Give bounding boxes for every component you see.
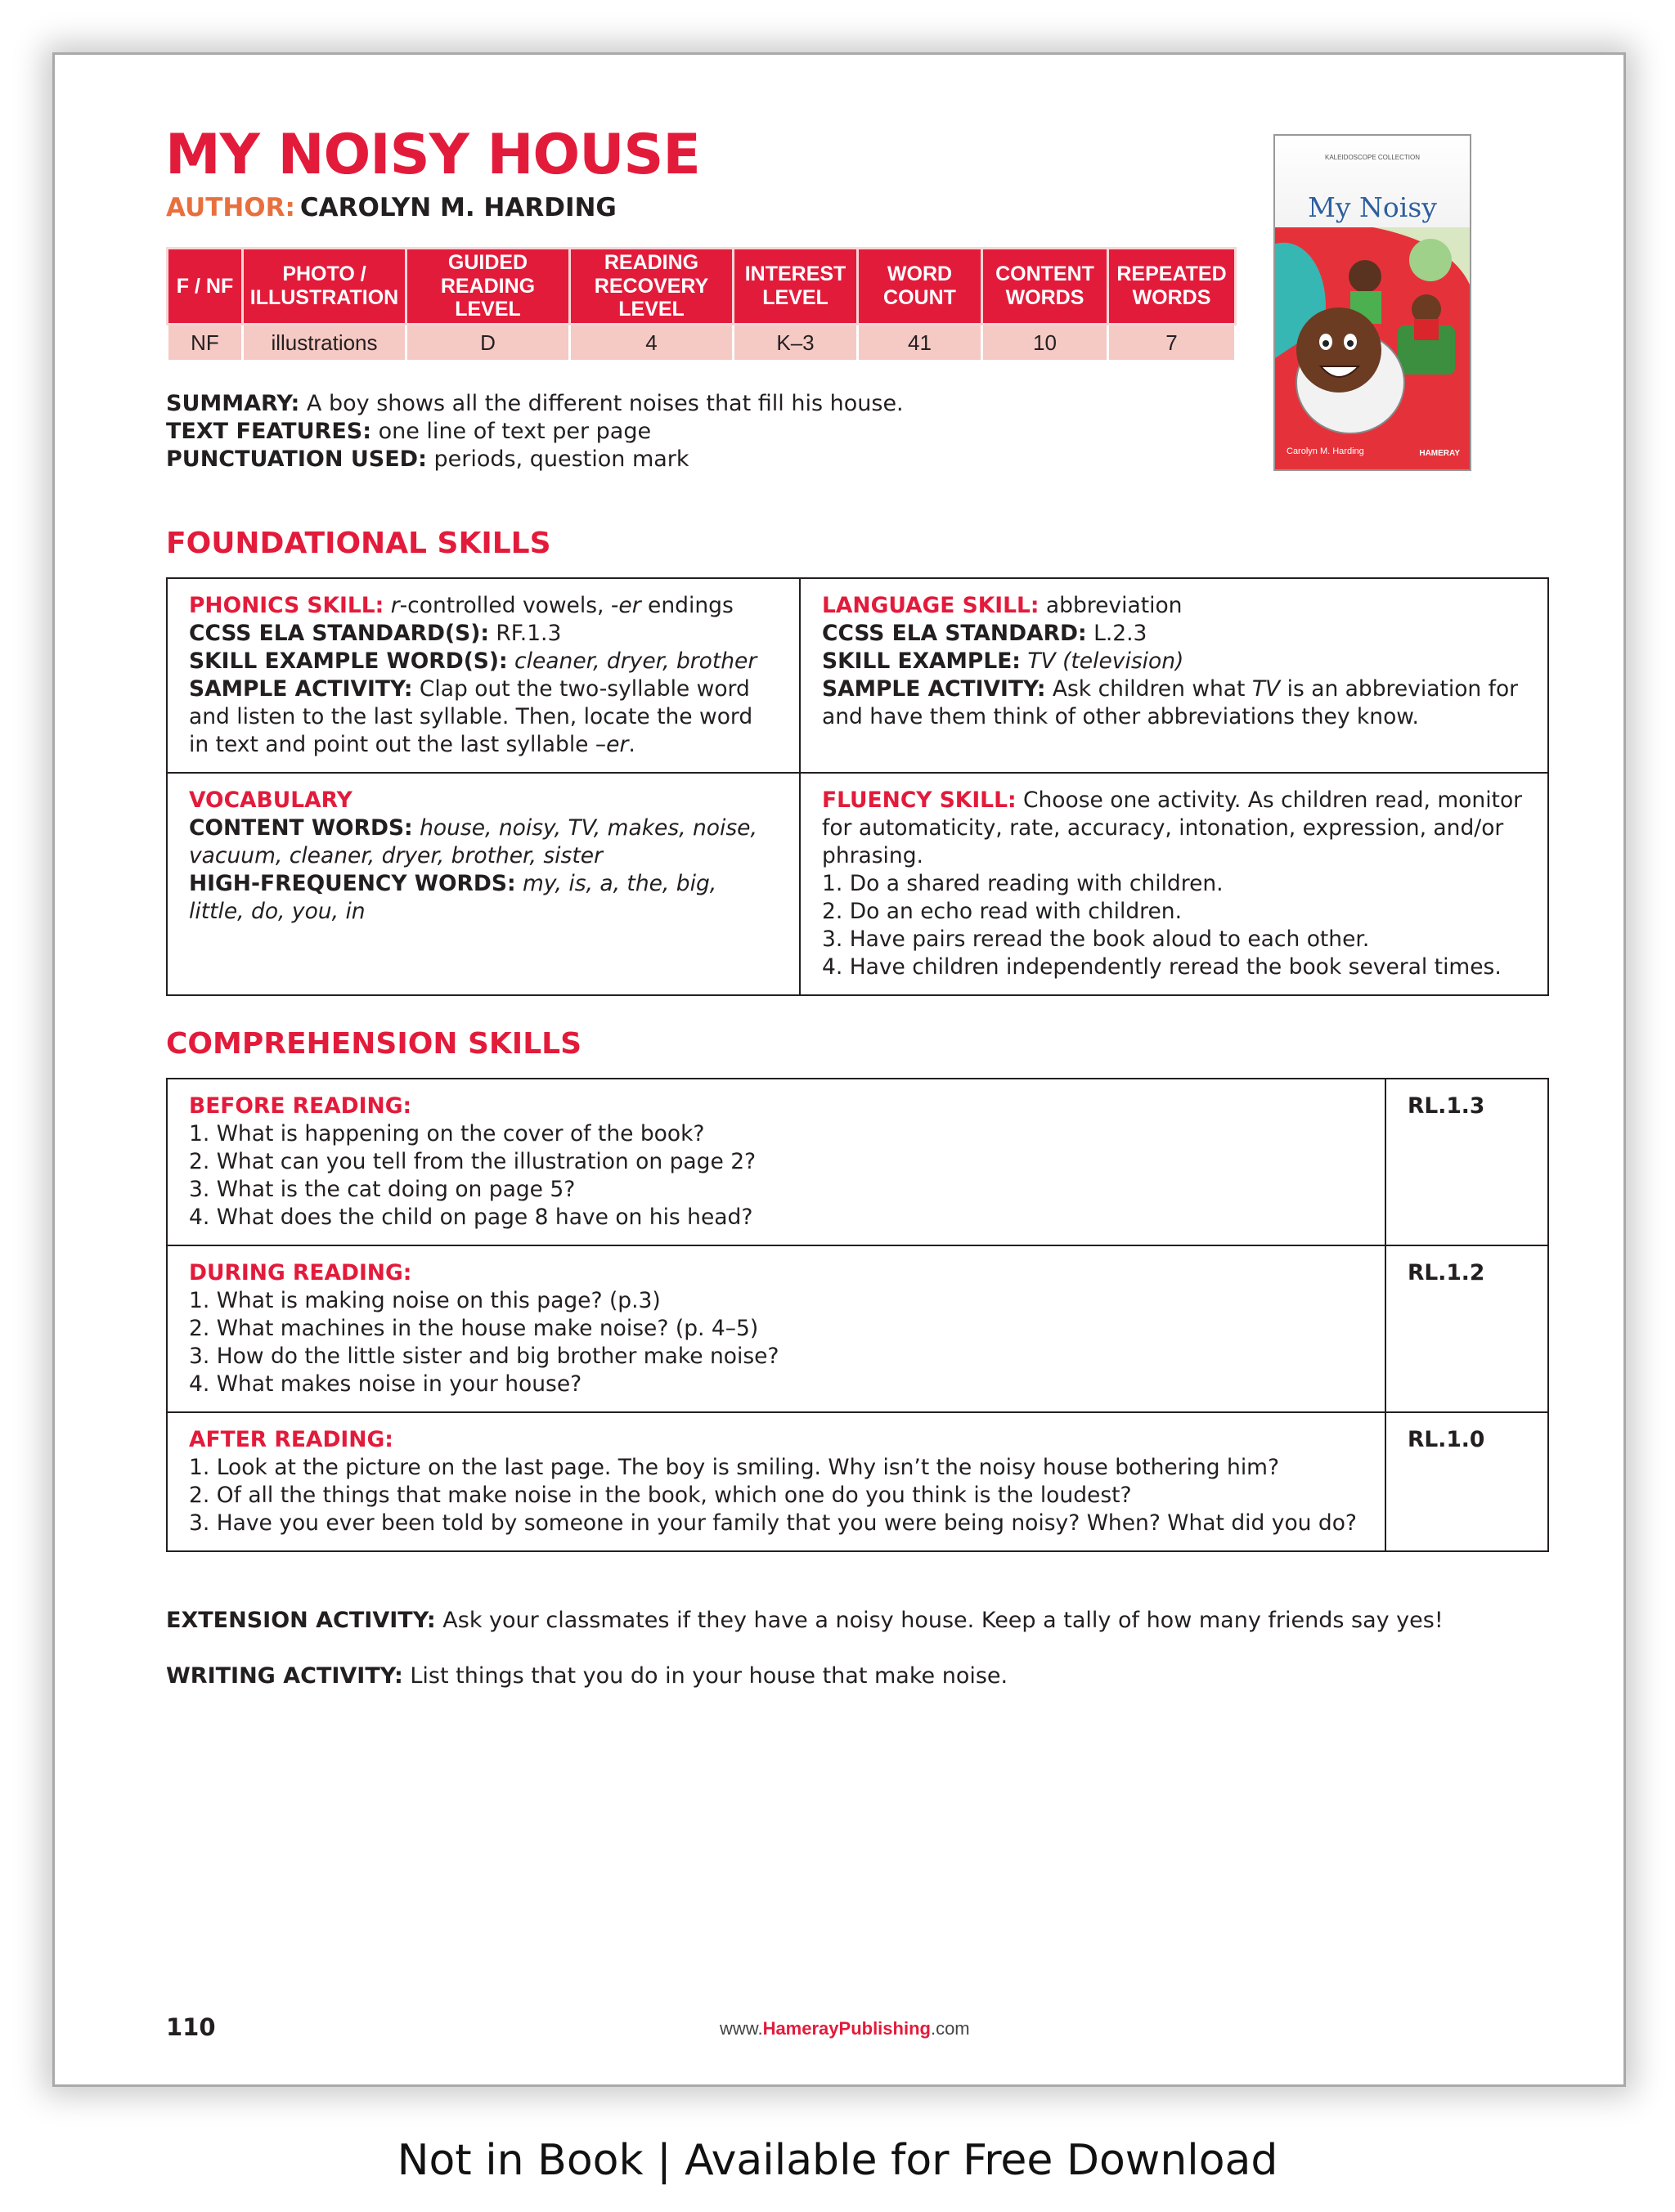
stats-value-cell: illustrations [243,325,406,361]
language-skill: abbreviation [1045,593,1183,618]
foundational-skills-table [166,577,1549,996]
question-item: 2. Of all the things that make noise in the book, which one do you think is the loudest? [189,1483,1132,1508]
fluency-skill-cell [800,773,1548,995]
phonics-standard: RF.1.3 [496,621,562,646]
stats-header-cell: GUIDED READING LEVEL [406,249,570,325]
text-features-line [166,418,904,446]
phonics-skill-mid: -controlled vowels, - [399,593,619,618]
punctuation-label: PUNCTUATION USED: [166,446,427,472]
punctuation-text: periods, question mark [433,446,689,472]
phonics-example-line [189,648,778,675]
phonics-skill-label: PHONICS SKILL: [189,593,384,618]
stats-header-cell: F / NF [168,249,243,325]
foundational-row [167,773,1548,995]
summary-text: A boy shows all the different noises that fill his house. [306,391,904,416]
phonics-activity-er: er [606,732,629,757]
fluency-intro: Choose one activity. As children read, monitor for automaticity, rate, accuracy, intonation, expression, and/or phrasing. [822,787,1523,868]
cover-publisher-logo: HAMERAY [1419,449,1460,458]
language-standard-line [822,620,1526,648]
cover-author: Carolyn M. Harding [1287,446,1364,456]
comprehension-skills-table [166,1078,1549,1552]
language-activity-line [822,675,1526,731]
foundational-skills-heading: FOUNDATIONAL SKILLS [166,527,551,560]
language-skill-label: LANGUAGE SKILL: [822,593,1040,618]
language-example-label: SKILL EXAMPLE: [822,648,1021,674]
phonics-example-label: SKILL EXAMPLE WORD(S): [189,648,508,674]
language-activity-tv: TV [1251,676,1281,702]
content-words-line [189,814,778,870]
phonics-standard-line [189,620,778,648]
vocabulary-cell [167,773,800,995]
before-reading-standard: RL.1.3 [1385,1079,1548,1245]
high-frequency-words: my, is, a, the, big, little, do, you, in [189,871,717,924]
stats-header-cell: INTEREST LEVEL [734,249,858,325]
before-reading-cell [167,1079,1385,1245]
question-item: 2. What machines in the house make noise? (p. 4–5) [189,1316,759,1341]
fluency-item: 2. Do an echo read with children. [822,899,1183,924]
language-activity-label: SAMPLE ACTIVITY: [822,676,1046,702]
writing-activity-label: WRITING ACTIVITY: [166,1663,403,1689]
during-reading-standard: RL.1.2 [1385,1245,1548,1412]
before-reading-row [167,1079,1548,1245]
stats-value-row [168,325,1236,361]
page-number: 110 [166,2013,216,2041]
content-words-label: CONTENT WORDS: [189,815,413,841]
phonics-skill-line [189,592,778,620]
phonics-activity-line [189,675,778,759]
fluency-intro-line [822,787,1526,870]
vocabulary-label: VOCABULARY [189,787,353,813]
during-reading-cell [167,1245,1385,1412]
url-prefix: www. [720,2018,763,2039]
stats-header-cell: WORD COUNT [858,249,982,325]
question-item: 4. What makes noise in your house? [189,1371,582,1397]
summary-label: SUMMARY: [166,391,300,416]
question-item: 3. How do the little sister and big brother make noise? [189,1344,779,1369]
question-item: 1. Look at the picture on the last page. The boy is smiling. Why isn’t the noisy house bothering him? [189,1455,1280,1480]
stats-value-cell: NF [168,325,243,361]
question-item: 1. What is happening on the cover of the book? [189,1121,705,1146]
language-standard: L.2.3 [1093,621,1147,646]
phonics-skill-cell [167,578,800,773]
cover-title: My Noisy [1308,191,1437,223]
extension-activity-text: Ask your classmates if they have a noisy house. Keep a tally of how many friends say yes! [442,1608,1444,1633]
summary-line [166,390,904,418]
author-line [166,193,617,222]
high-frequency-line [189,870,778,926]
publisher-url [720,2018,970,2039]
cover-series-logo: KALEIDOSCOPE COLLECTION [1324,154,1421,161]
phonics-example-words: cleaner, dryer, brother [514,648,757,674]
foundational-row [167,578,1548,773]
question-item: 3. Have you ever been told by someone in your family that you were being noisy? When? What did you do? [189,1510,1357,1536]
language-example-line [822,648,1526,675]
url-brand: HamerayPublishing [762,2018,931,2039]
book-stats-table [166,247,1237,362]
page-title: MY NOISY HOUSE [165,123,700,187]
phonics-activity-label: SAMPLE ACTIVITY: [189,676,413,702]
after-reading-cell [167,1412,1385,1551]
before-reading-label: BEFORE READING: [189,1093,412,1119]
author-label: AUTHOR: [166,193,295,222]
phonics-skill-r: r [390,593,400,618]
stats-value-cell: 41 [858,325,982,361]
writing-activity [166,1663,1008,1689]
question-item: 1. What is making noise on this page? (p.3) [189,1288,661,1313]
after-reading-row [167,1412,1548,1551]
phonics-activity-end: . [628,732,635,757]
text-features-label: TEXT FEATURES: [166,419,372,444]
after-reading-standard: RL.1.0 [1385,1412,1548,1551]
extension-activity [166,1608,1444,1633]
after-reading-label: AFTER READING: [189,1427,393,1452]
url-suffix: .com [930,2018,970,2039]
phonics-standard-label: CCSS ELA STANDARD(S): [189,621,489,646]
text-features-text: one line of text per page [378,419,652,444]
question-item: 4. What does the child on page 8 have on his head? [189,1205,753,1230]
extension-activity-label: EXTENSION ACTIVITY: [166,1608,436,1633]
language-activity-a: Ask children what [1052,676,1252,702]
stats-value-cell: 7 [1108,325,1236,361]
phonics-skill-end: endings [640,593,734,618]
language-activity-b: is an abbreviation for and have them think of other abbreviations they know. [822,676,1519,729]
phonics-activity-text: Clap out the two-syllable word and listen to the last syllable. Then, locate the word in text and point out the last syllable – [189,676,753,757]
fluency-skill-label: FLUENCY SKILL: [822,787,1017,813]
language-standard-label: CCSS ELA STANDARD: [822,621,1087,646]
fluency-item: 3. Have pairs reread the book aloud to each other. [822,927,1370,952]
book-cover-image [1273,134,1471,471]
phonics-skill-er: er [618,593,641,618]
stats-header-cell: REPEATED WORDS [1108,249,1236,325]
writing-activity-text: List things that you do in your house that make noise. [410,1663,1008,1689]
download-note: Not in Book | Available for Free Download [397,2136,1278,2185]
cover-illustration [1275,227,1470,440]
content-words: house, noisy, TV, makes, noise, vacuum, cleaner, dryer, brother, sister [189,815,757,868]
language-example: TV (television) [1027,648,1184,674]
high-frequency-label: HIGH-FREQUENCY WORDS: [189,871,516,896]
stats-header-cell: CONTENT WORDS [982,249,1108,325]
stats-value-cell: 10 [982,325,1108,361]
book-summary-block [166,390,904,473]
during-reading-row [167,1245,1548,1412]
author-name: CAROLYN M. HARDING [299,193,617,222]
punctuation-line [166,446,904,473]
during-reading-label: DURING READING: [189,1260,412,1285]
comprehension-skills-heading: COMPREHENSION SKILLS [166,1027,582,1061]
stats-value-cell: K–3 [734,325,858,361]
fluency-item: 1. Do a shared reading with children. [822,871,1224,896]
stats-header-row [168,249,1236,325]
stats-value-cell: 4 [570,325,734,361]
language-skill-cell [800,578,1548,773]
stats-header-cell: PHOTO / ILLUSTRATION [243,249,406,325]
stats-value-cell: D [406,325,570,361]
language-skill-line [822,592,1526,620]
question-item: 3. What is the cat doing on page 5? [189,1177,576,1202]
stats-header-cell: READING RECOVERY LEVEL [570,249,734,325]
fluency-item: 4. Have children independently reread the book several times. [822,954,1502,980]
question-item: 2. What can you tell from the illustration on page 2? [189,1149,757,1174]
